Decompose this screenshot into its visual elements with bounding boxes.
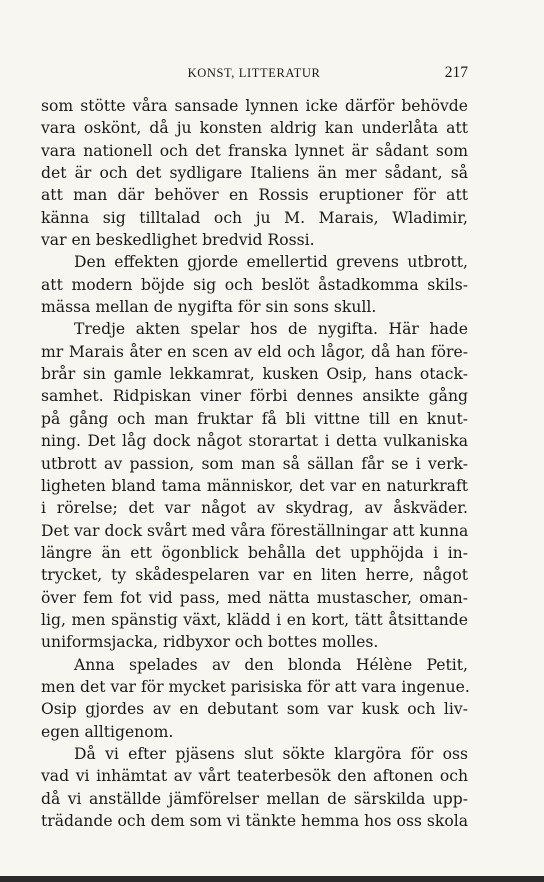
text-line: uniformsjacka, ridbyxor och bottes molles. [41, 633, 379, 652]
text-line: det är och det sydligare Italiens än mer sådant, så [41, 164, 468, 183]
text-line: längre än ett ögonblick behålla det upphöjda i in- [41, 543, 468, 562]
text-line: känna sig tilltalad och ju M. Marais, Wladimir, [41, 208, 468, 227]
text-line: att man där behöver en Rossis eruptioner för att [41, 186, 468, 205]
text-line: Osip gjordes av en debutant som var kusk och liv- [41, 700, 468, 719]
page-header [40, 66, 468, 82]
page-number: 217 [444, 64, 468, 81]
text-line: ligheten bland tama människor, det var en naturkraft [41, 476, 468, 495]
paragraph-first-line: Då vi efter pjäsens slut sökte klargöra för oss [74, 744, 468, 763]
text-line: trycket, ty skådespelaren var en liten herre, något [41, 566, 468, 585]
text-line: på gång och man fruktar få bli vittne till en knut- [41, 409, 468, 428]
text-line: vara nationell och det franska lynnet är sådant som [41, 141, 468, 160]
page-bottom-edge [0, 876, 544, 882]
text-line: mr Marais åter en scen av eld och lågor, då han före- [41, 342, 468, 361]
text-line: lig, men spänstig växt, klädd i en kort, tätt åtsittande [41, 610, 468, 629]
paragraph-first-line: Den effekten gjorde emellertid grevens utbrott, [74, 253, 468, 272]
text-line: Det var dock svårt med våra föreställningar att kunna [41, 521, 469, 540]
text-line: trädande och dem som vi tänkte hemma hos oss skola [41, 812, 468, 830]
running-head: KONST, LITTERATUR [187, 66, 321, 80]
text-line: vad vi inhämtat av vårt teaterbesök den aftonen och [41, 767, 468, 786]
text-line: över fem fot vid pass, med nätta mustascher, oman- [41, 588, 468, 607]
text-line: egen alltigenom. [41, 722, 174, 741]
text-line: brår sin gamle lekkamrat, kusken Osip, hans otack- [41, 365, 468, 384]
text-line: då vi anställde jämförelser mellan de särskilda upp- [41, 789, 468, 808]
text-line: i rörelse; det var något av skydrag, av åskväder. [41, 499, 468, 518]
text-line: att modern böjde sig och beslöt åstadkomma skils- [41, 275, 468, 294]
text-line: samhet. Ridpiskan viner förbi dennes ansikte gång [41, 387, 468, 406]
text-line: utbrott av passion, som man så sällan får se i verk- [41, 454, 468, 473]
text-line: var en beskedlighet bredvid Rossi. [41, 231, 315, 250]
paragraph-first-line: Anna spelades av den blonda Hélène Petit, [74, 655, 468, 674]
text-line: som stötte våra sansade lynnen icke därför behövde [41, 97, 468, 115]
text-line: mässa mellan de nygifta för sin sons skull. [41, 298, 377, 317]
text-line: vara oskönt, då ju konsten aldrig kan underlåta att [41, 119, 468, 138]
text-line: men det var för mycket parisiska för att vara ingenue. [41, 677, 470, 696]
text-line: ning. Det låg dock något storartat i detta vulkaniska [41, 432, 468, 451]
paragraph-first-line: Tredje akten spelar hos de nygifta. Här hade [74, 320, 468, 339]
body-text [41, 95, 468, 832]
